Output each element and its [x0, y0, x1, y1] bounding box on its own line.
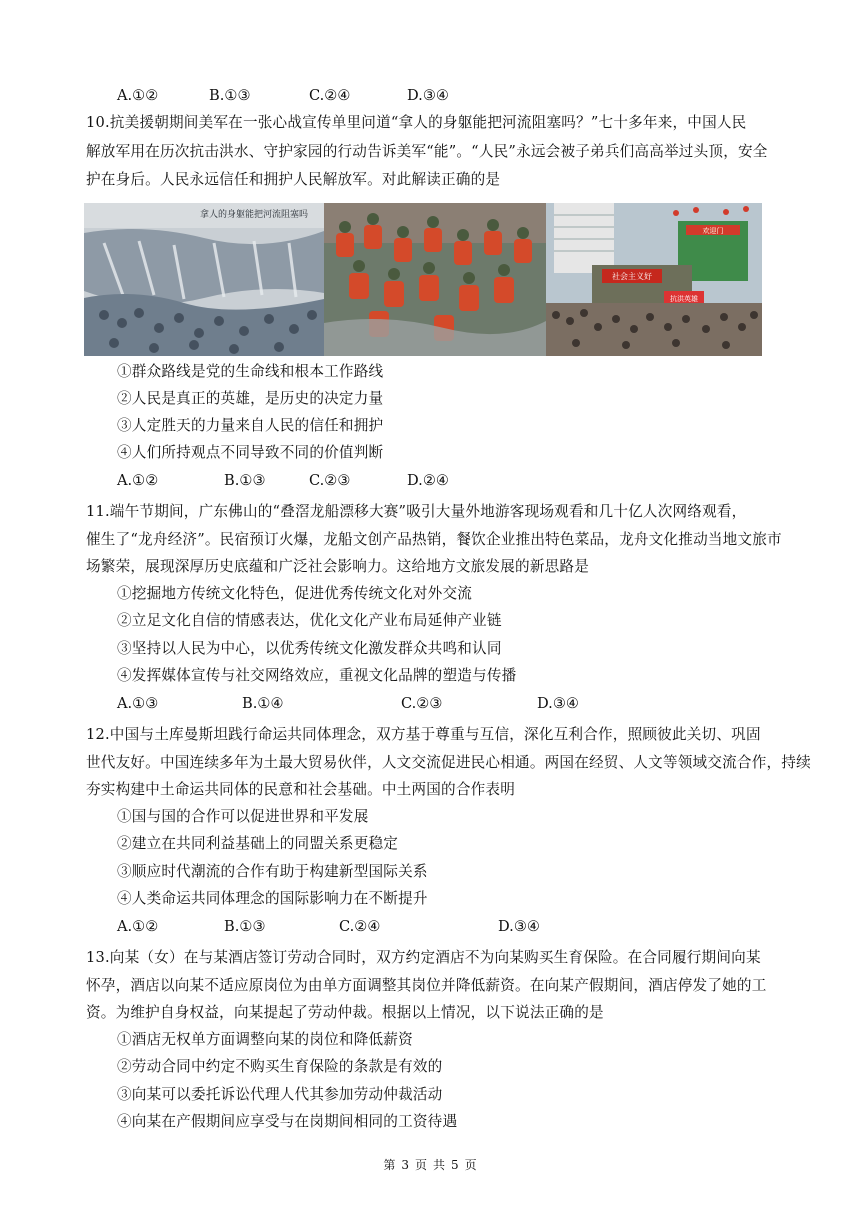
q12-option-a: A.①②	[117, 918, 159, 935]
q11-option-a: A.①③	[117, 695, 159, 712]
q12-option-c: C.②④	[339, 918, 381, 935]
q10-option-a: A.①②	[117, 472, 159, 489]
q13-item-1: ①酒店无权单方面调整向某的岗位和降低薪资	[117, 1031, 413, 1048]
footer-page-number: 3	[401, 1158, 409, 1172]
q10-item-1: ①群众路线是党的生命线和根本工作路线	[117, 363, 384, 380]
q13-item-4: ④向某在产假期间应享受与在岗期间相同的工资待遇	[117, 1113, 458, 1130]
arch-title: 欢迎门	[702, 227, 724, 235]
q12-item-3: ③顺应时代潮流的合作有助于构建新型国际关系	[117, 863, 428, 880]
q11-option-c: C.②③	[401, 695, 443, 712]
page-footer	[0, 1157, 860, 1173]
q11-stem-line-1: 11.端午节期间，广东佛山的“叠滘龙船漂移大赛”吸引大量外地游客现场观看和几十亿人次网络观看，	[86, 503, 747, 520]
q10-stem-line-3: 护在身后。人民永远信任和拥护人民解放军。对此解读正确的是	[86, 171, 501, 188]
truck-sign: 抗洪英雄	[670, 295, 698, 303]
q12-stem-line-1: 12.中国与土库曼斯坦践行命运共同体理念，双方基于尊重与互信，深化互利合作，照顾彼此关切、巩固	[86, 726, 761, 743]
q13-item-3: ③向某可以委托诉讼代理人代其参加劳动仲裁活动	[117, 1086, 443, 1103]
q10-option-d: D.②④	[407, 472, 449, 489]
leaflet-caption: 拿人的身躯能把河流阻塞吗	[199, 210, 309, 220]
q12-stem-line-3: 夯实构建中土命运共同体的民意和社会基础。中土两国的合作表明	[86, 781, 516, 798]
q10-item-2: ②人民是真正的英雄，是历史的决定力量	[117, 390, 384, 407]
propaganda-leaflet-photo	[84, 203, 324, 356]
q11-item-1: ①挖掘地方传统文化特色，促进优秀传统文化对外交流	[117, 585, 473, 602]
q10-item-3: ③人定胜天的力量来自人民的信任和拥护	[117, 417, 384, 434]
q10-item-4: ④人们所持观点不同导致不同的价值判断	[117, 444, 384, 461]
q9-option-b: B.①③	[209, 87, 251, 104]
footer-total-pages: 5	[451, 1158, 459, 1172]
q12-item-2: ②建立在共同利益基础上的同盟关系更稳定	[117, 835, 399, 852]
q9-option-c: C.②④	[309, 87, 351, 104]
q11-item-2: ②立足文化自信的情感表达，优化文化产业布局延伸产业链	[117, 612, 502, 629]
q13-item-2: ②劳动合同中约定不购买生育保险的条款是有效的	[117, 1058, 443, 1075]
q13-stem-line-2: 怀孕，酒店以向某不适应原岗位为由单方面调整其岗位并降低薪资。在向某产假期间，酒店停发了她的工	[86, 977, 767, 994]
footer-gong: 共	[433, 1158, 446, 1172]
q13-stem-line-3: 资。为维护自身权益，向某提起了劳动仲裁。根据以上情况，以下说法正确的是	[86, 1004, 604, 1021]
truck-banner: 社会主义好	[612, 272, 652, 281]
q12-stem-line-2: 世代友好。中国连续多年为土最大贸易伙伴，人文交流促进民心相通。两国在经贸、人文等领域交流合作，持续	[86, 754, 811, 771]
q13-stem-line-1: 13.向某（女）在与某酒店签订劳动合同时，双方约定酒店不为向某购买生育保险。在合同履行期间向某	[86, 949, 761, 966]
q10-option-c: C.②③	[309, 472, 351, 489]
q10-stem-line-2: 解放军用在历次抗击洪水、守护家园的行动告诉美军“能”。“人民”永远会被子弟兵们高高举过头顶，安全	[86, 143, 768, 160]
q10-photo-strip	[84, 203, 762, 356]
q12-option-d: D.③④	[498, 918, 540, 935]
q11-option-b: B.①④	[242, 695, 284, 712]
footer-di: 第	[383, 1158, 396, 1172]
footer-ye: 页	[414, 1158, 427, 1172]
q9-option-d: D.③④	[407, 87, 449, 104]
q11-option-d: D.③④	[537, 695, 579, 712]
q11-stem-line-2: 催生了“龙舟经济”。民宿预订火爆，龙船文创产品热销，餐饮企业推出特色菜品，龙舟文化推动当地文旅市	[86, 531, 782, 548]
q12-option-b: B.①③	[224, 918, 266, 935]
q9-option-a: A.①②	[117, 87, 159, 104]
flood-soldiers-photo	[324, 203, 546, 356]
q10-stem-line-1: 10.抗美援朝期间美军在一张心战宣传单里问道“拿人的身躯能把河流阻塞吗？”七十多年来，中国人民	[86, 114, 747, 131]
q11-item-4: ④发挥媒体宣传与社交网络效应，重视文化品牌的塑造与传播	[117, 667, 517, 684]
q11-item-3: ③坚持以人民为中心，以优秀传统文化激发群众共鸣和认同	[117, 640, 502, 657]
q10-option-b: B.①③	[224, 472, 266, 489]
footer-ye2: 页	[464, 1158, 477, 1172]
q12-item-4: ④人类命运共同体理念的国际影响力在不断提升	[117, 890, 428, 907]
q11-stem-line-3: 场繁荣，展现深厚历史底蕴和广泛社会影响力。这给地方文旅发展的新思路是	[86, 558, 589, 575]
q12-item-1: ①国与国的合作可以促进世界和平发展	[117, 808, 369, 825]
welcome-parade-photo	[546, 203, 762, 356]
